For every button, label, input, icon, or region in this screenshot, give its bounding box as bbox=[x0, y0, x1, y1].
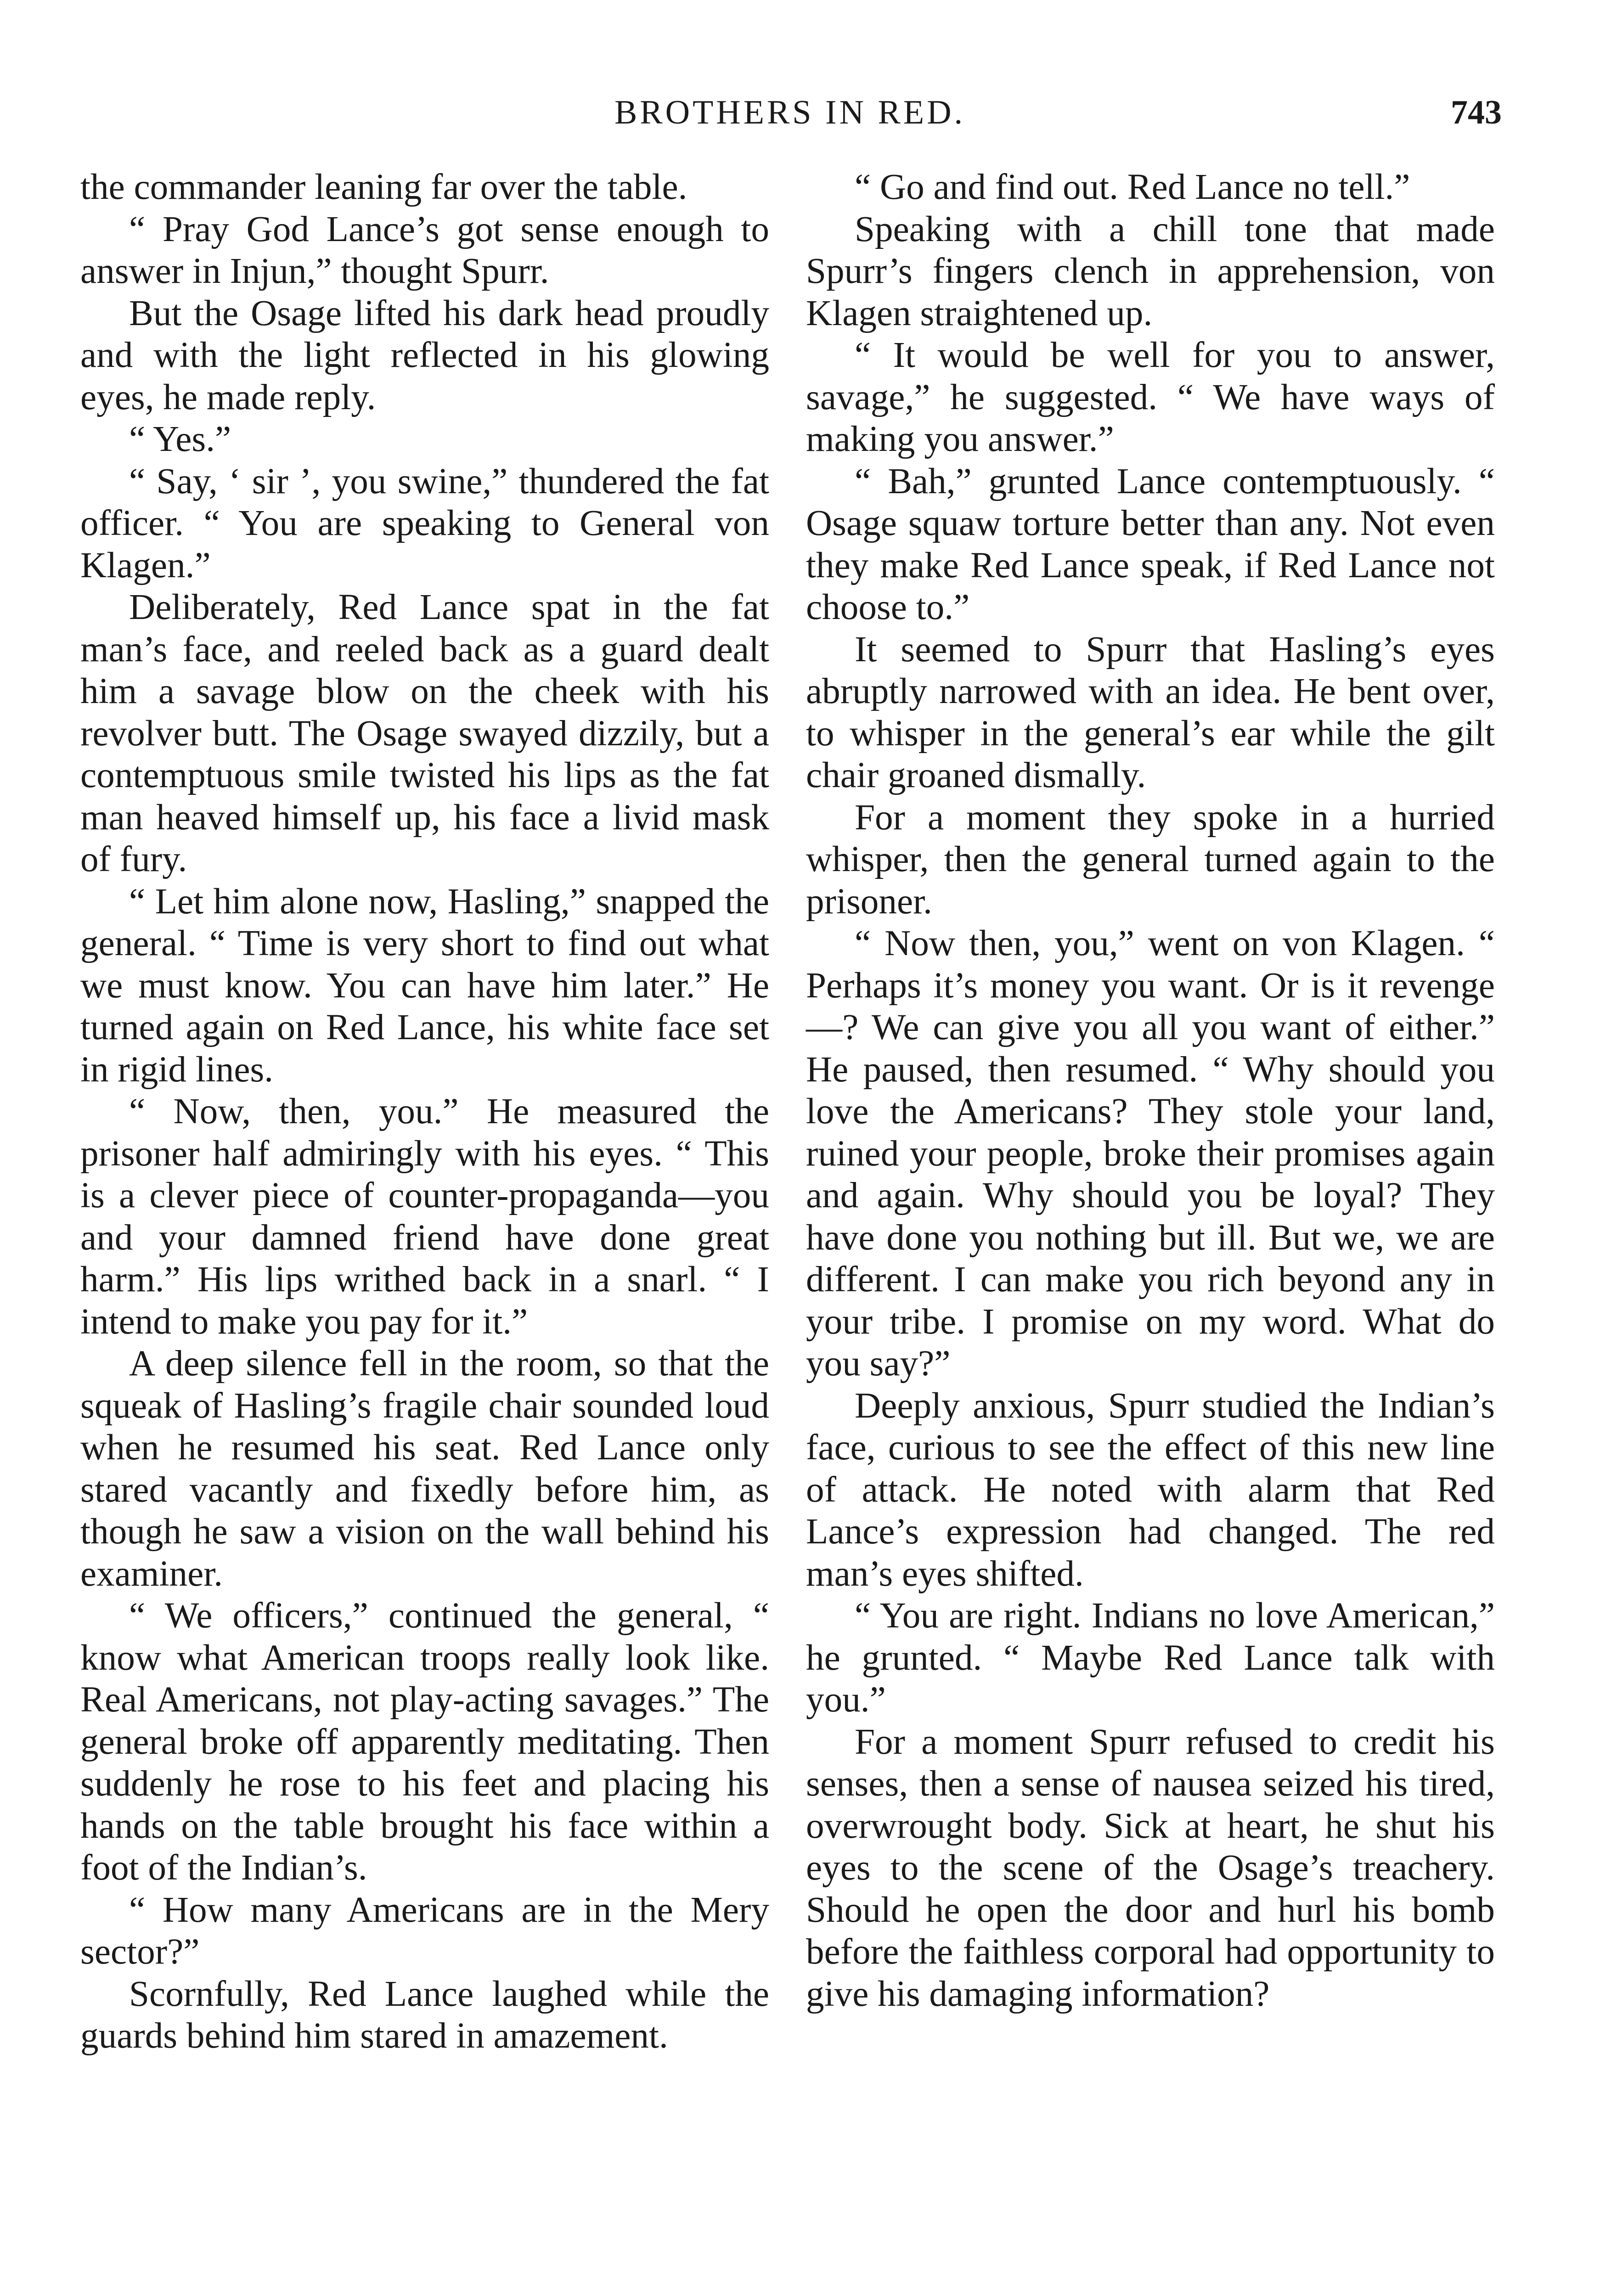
page-number: 743 bbox=[1451, 94, 1502, 131]
paragraph: the commander leaning far over the table. bbox=[80, 167, 687, 207]
paragraph: It seemed to Spurr that Hasling’s eyes abruptly narrowed with an idea. He bent over, to whisper in the general’s ear while the gilt chair groaned dismally. bbox=[806, 629, 1495, 795]
paragraph: But the Osage lifted his dark head proudly and with the light reflected in his glowing eyes, he made reply. bbox=[80, 293, 769, 417]
paragraph: “ Say, ‘ sir ’, you swine,” thundered the fat officer. “ You are speaking to General von Klagen.” bbox=[80, 461, 769, 585]
running-head: BROTHERS IN RED. bbox=[614, 94, 966, 131]
paragraph: “ It would be well for you to answer, savage,” he suggested. “ We have ways of making you answer.” bbox=[806, 335, 1495, 459]
paragraph: Speaking with a chill tone that made Spurr’s fingers clench in apprehension, von Klagen straightened up. bbox=[806, 208, 1495, 333]
text-column-right bbox=[806, 166, 1495, 2015]
paragraph: “ Now, then, you.” He measured the prisoner half admiringly with his eyes. “ This is a clever piece of counter-propaganda—you and your damned friend have done great harm.” His lips writhed back in a snarl. “ I intend to make you pay for it.” bbox=[80, 1091, 769, 1342]
paragraph: “ Go and find out. Red Lance no tell.” bbox=[855, 167, 1410, 207]
paragraph: “ We officers,” continued the general, “ know what American troops really look like. Real Americans, not play-acting savages.” The general broke off apparently meditating. Then suddenly he rose to his feet and placing his hands on the table brought his face within a foot of the Indian’s. bbox=[80, 1595, 769, 1888]
paragraph: “ Bah,” grunted Lance contemptuously. “ Osage squaw torture better than any. Not even they make Red Lance speak, if Red Lance not choose to.” bbox=[806, 461, 1495, 627]
paragraph: “ Pray God Lance’s got sense enough to answer in Injun,” thought Spurr. bbox=[80, 208, 769, 291]
paragraph: “ Yes.” bbox=[129, 419, 231, 459]
paragraph: For a moment Spurr refused to credit his senses, then a sense of nausea seized his tired, overwrought body. Sick at heart, he shut his eyes to the scene of the Osage’s treachery. Should he open the door and hurl his bomb before the faithless corporal had opportunity to give his damaging information? bbox=[806, 1721, 1495, 2014]
paragraph: For a moment they spoke in a hurried whisper, then the general turned again to the prisoner. bbox=[806, 797, 1495, 922]
paragraph: Deeply anxious, Spurr studied the Indian’s face, curious to see the effect of this new line of attack. He noted with alarm that Red Lance’s expression had changed. The red man’s eyes shifted. bbox=[806, 1385, 1495, 1594]
page-header bbox=[78, 87, 1502, 138]
paragraph: “ You are right. Indians no love American,” he grunted. “ Maybe Red Lance talk with you.” bbox=[806, 1595, 1495, 1720]
paragraph: “ Let him alone now, Hasling,” snapped the general. “ Time is very short to find out what we must know. You can have him later.” He turned again on Red Lance, his white face set in rigid lines. bbox=[80, 881, 769, 1090]
paragraph: A deep silence fell in the room, so that the squeak of Hasling’s fragile chair sounded loud when he resumed his seat. Red Lance only stared vacantly and fixedly before him, as though he saw a vision on the wall behind his examiner. bbox=[80, 1343, 769, 1594]
paragraph: Scornfully, Red Lance laughed while the guards behind him stared in amazement. bbox=[80, 1973, 769, 2056]
text-column-left bbox=[80, 166, 769, 2057]
paragraph: “ Now then, you,” went on von Klagen. “ Perhaps it’s money you want. Or is it revenge—? We can give you all you want of either.” He paused, then resumed. “ Why should you love the Americans? They stole your land, ruined your people, broke their promises again and again. Why should you be loyal? They have done you nothing but ill. But we, we are different. I can make you rich beyond any in your tribe. I promise on my word. What do you say?” bbox=[806, 923, 1495, 1384]
paragraph: Deliberately, Red Lance spat in the fat man’s face, and reeled back as a guard dealt him a savage blow on the cheek with his revolver butt. The Osage swayed dizzily, but a contemptuous smile twisted his lips as the fat man heaved himself up, his face a livid mask of fury. bbox=[80, 587, 769, 879]
paragraph: “ How many Americans are in the Mery sector?” bbox=[80, 1889, 769, 1972]
